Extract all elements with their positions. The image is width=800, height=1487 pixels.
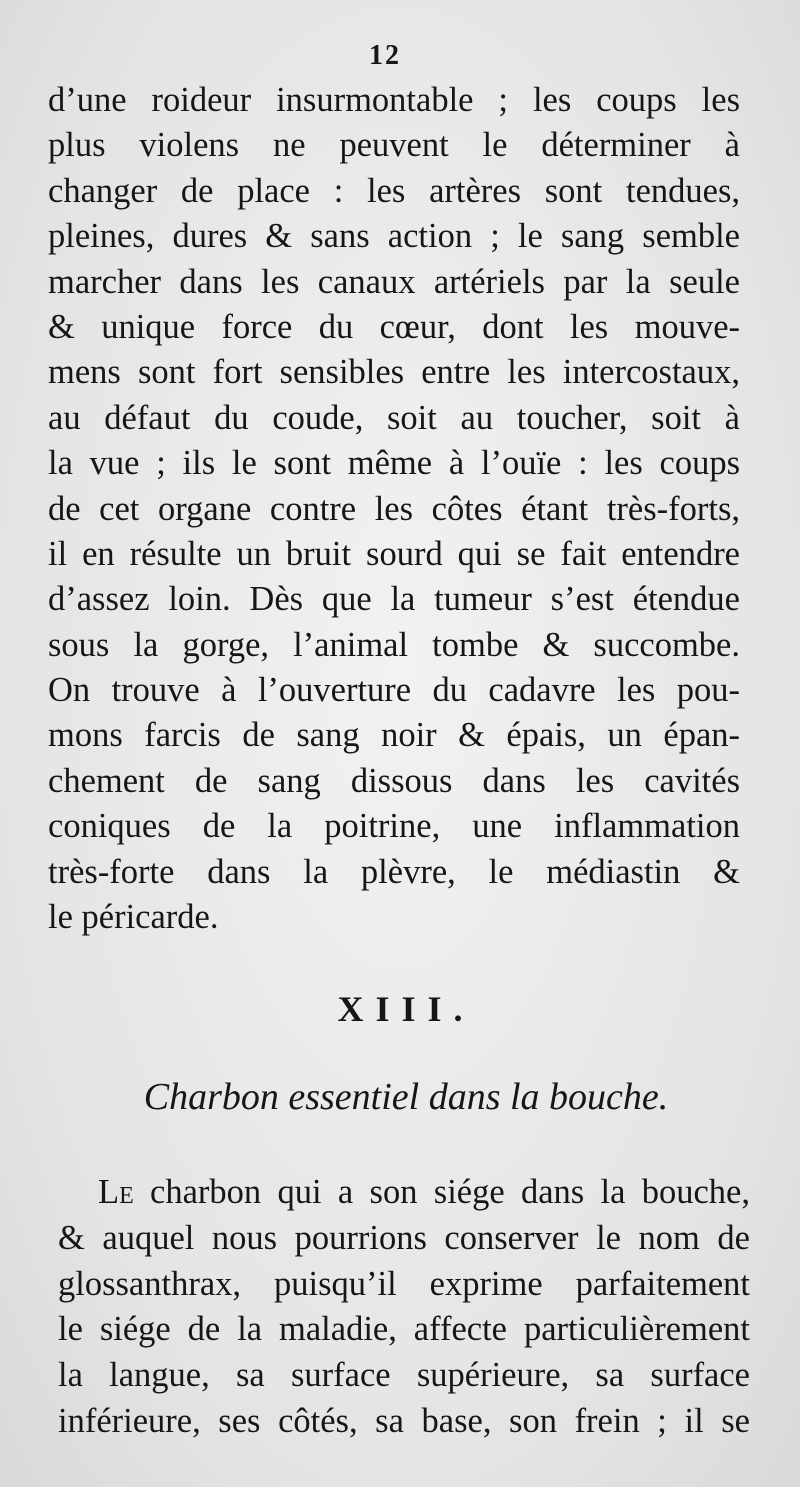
text-line: il en résulte un bruit sourd qui se fait entendre — [48, 534, 740, 573]
text-line: coniques de la poitrine, une inflammation — [48, 807, 740, 846]
paragraph-1 — [48, 78, 740, 940]
text-line: le siége de la maladie, affecte particulièrement — [58, 1310, 750, 1349]
text-line: de cet organe contre les côtes étant très-forts, — [48, 489, 740, 528]
text-line: & auquel nous pourrions conserver le nom de — [58, 1218, 750, 1257]
text-line: mens sont fort sensibles entre les intercostaux, — [48, 353, 740, 392]
text-line: mons farcis de sang noir & épais, un épan- — [48, 716, 740, 755]
text-line: au défaut du coude, soit au toucher, soit à — [48, 398, 740, 437]
text-line: la vue ; ils le sont même à l’ouïe : les coups — [48, 444, 740, 483]
section-number: XIII. — [337, 989, 475, 1029]
text-line: & unique force du cœur, dont les mouve- — [48, 307, 740, 346]
text-line: sous la gorge, l’animal tombe & succombe. — [48, 625, 740, 664]
text-line: très-forte dans la plèvre, le médiastin & — [48, 852, 740, 891]
text-line: chement de sang dissous dans les cavités — [48, 761, 740, 800]
paragraph-2 — [58, 1170, 750, 1445]
text-line: d’une roideur insurmontable ; les coups les — [48, 81, 740, 119]
text-line-first — [58, 1170, 750, 1216]
text-line: pleines, dures & sans action ; le sang semble — [48, 217, 740, 256]
text-line: changer de place : les artères sont tendues, — [48, 171, 740, 210]
text-line: marcher dans les canaux artériels par la seule — [48, 262, 740, 301]
text-line: On trouve à l’ouverture du cadavre les pou- — [48, 671, 740, 710]
text-line: d’assez loin. Dès que la tumeur s’est étendue — [48, 580, 740, 619]
text-line: inférieure, ses côtés, sa base, son frein ; il se — [58, 1401, 750, 1440]
text-line: la langue, sa surface supérieure, sa surface — [58, 1356, 750, 1395]
page-number: 12 — [369, 40, 401, 71]
drop-initial: Le — [98, 1173, 134, 1211]
text-line: glossanthrax, puisqu’il exprime parfaitement — [58, 1264, 750, 1303]
first-line-text: charbon qui a son siége dans la bouche, — [133, 1173, 750, 1211]
section-title: Charbon essentiel dans la bouche. — [143, 1076, 669, 1118]
text-line: le péricarde. — [48, 898, 219, 937]
text-line: plus violens ne peuvent le déterminer à — [48, 126, 740, 165]
